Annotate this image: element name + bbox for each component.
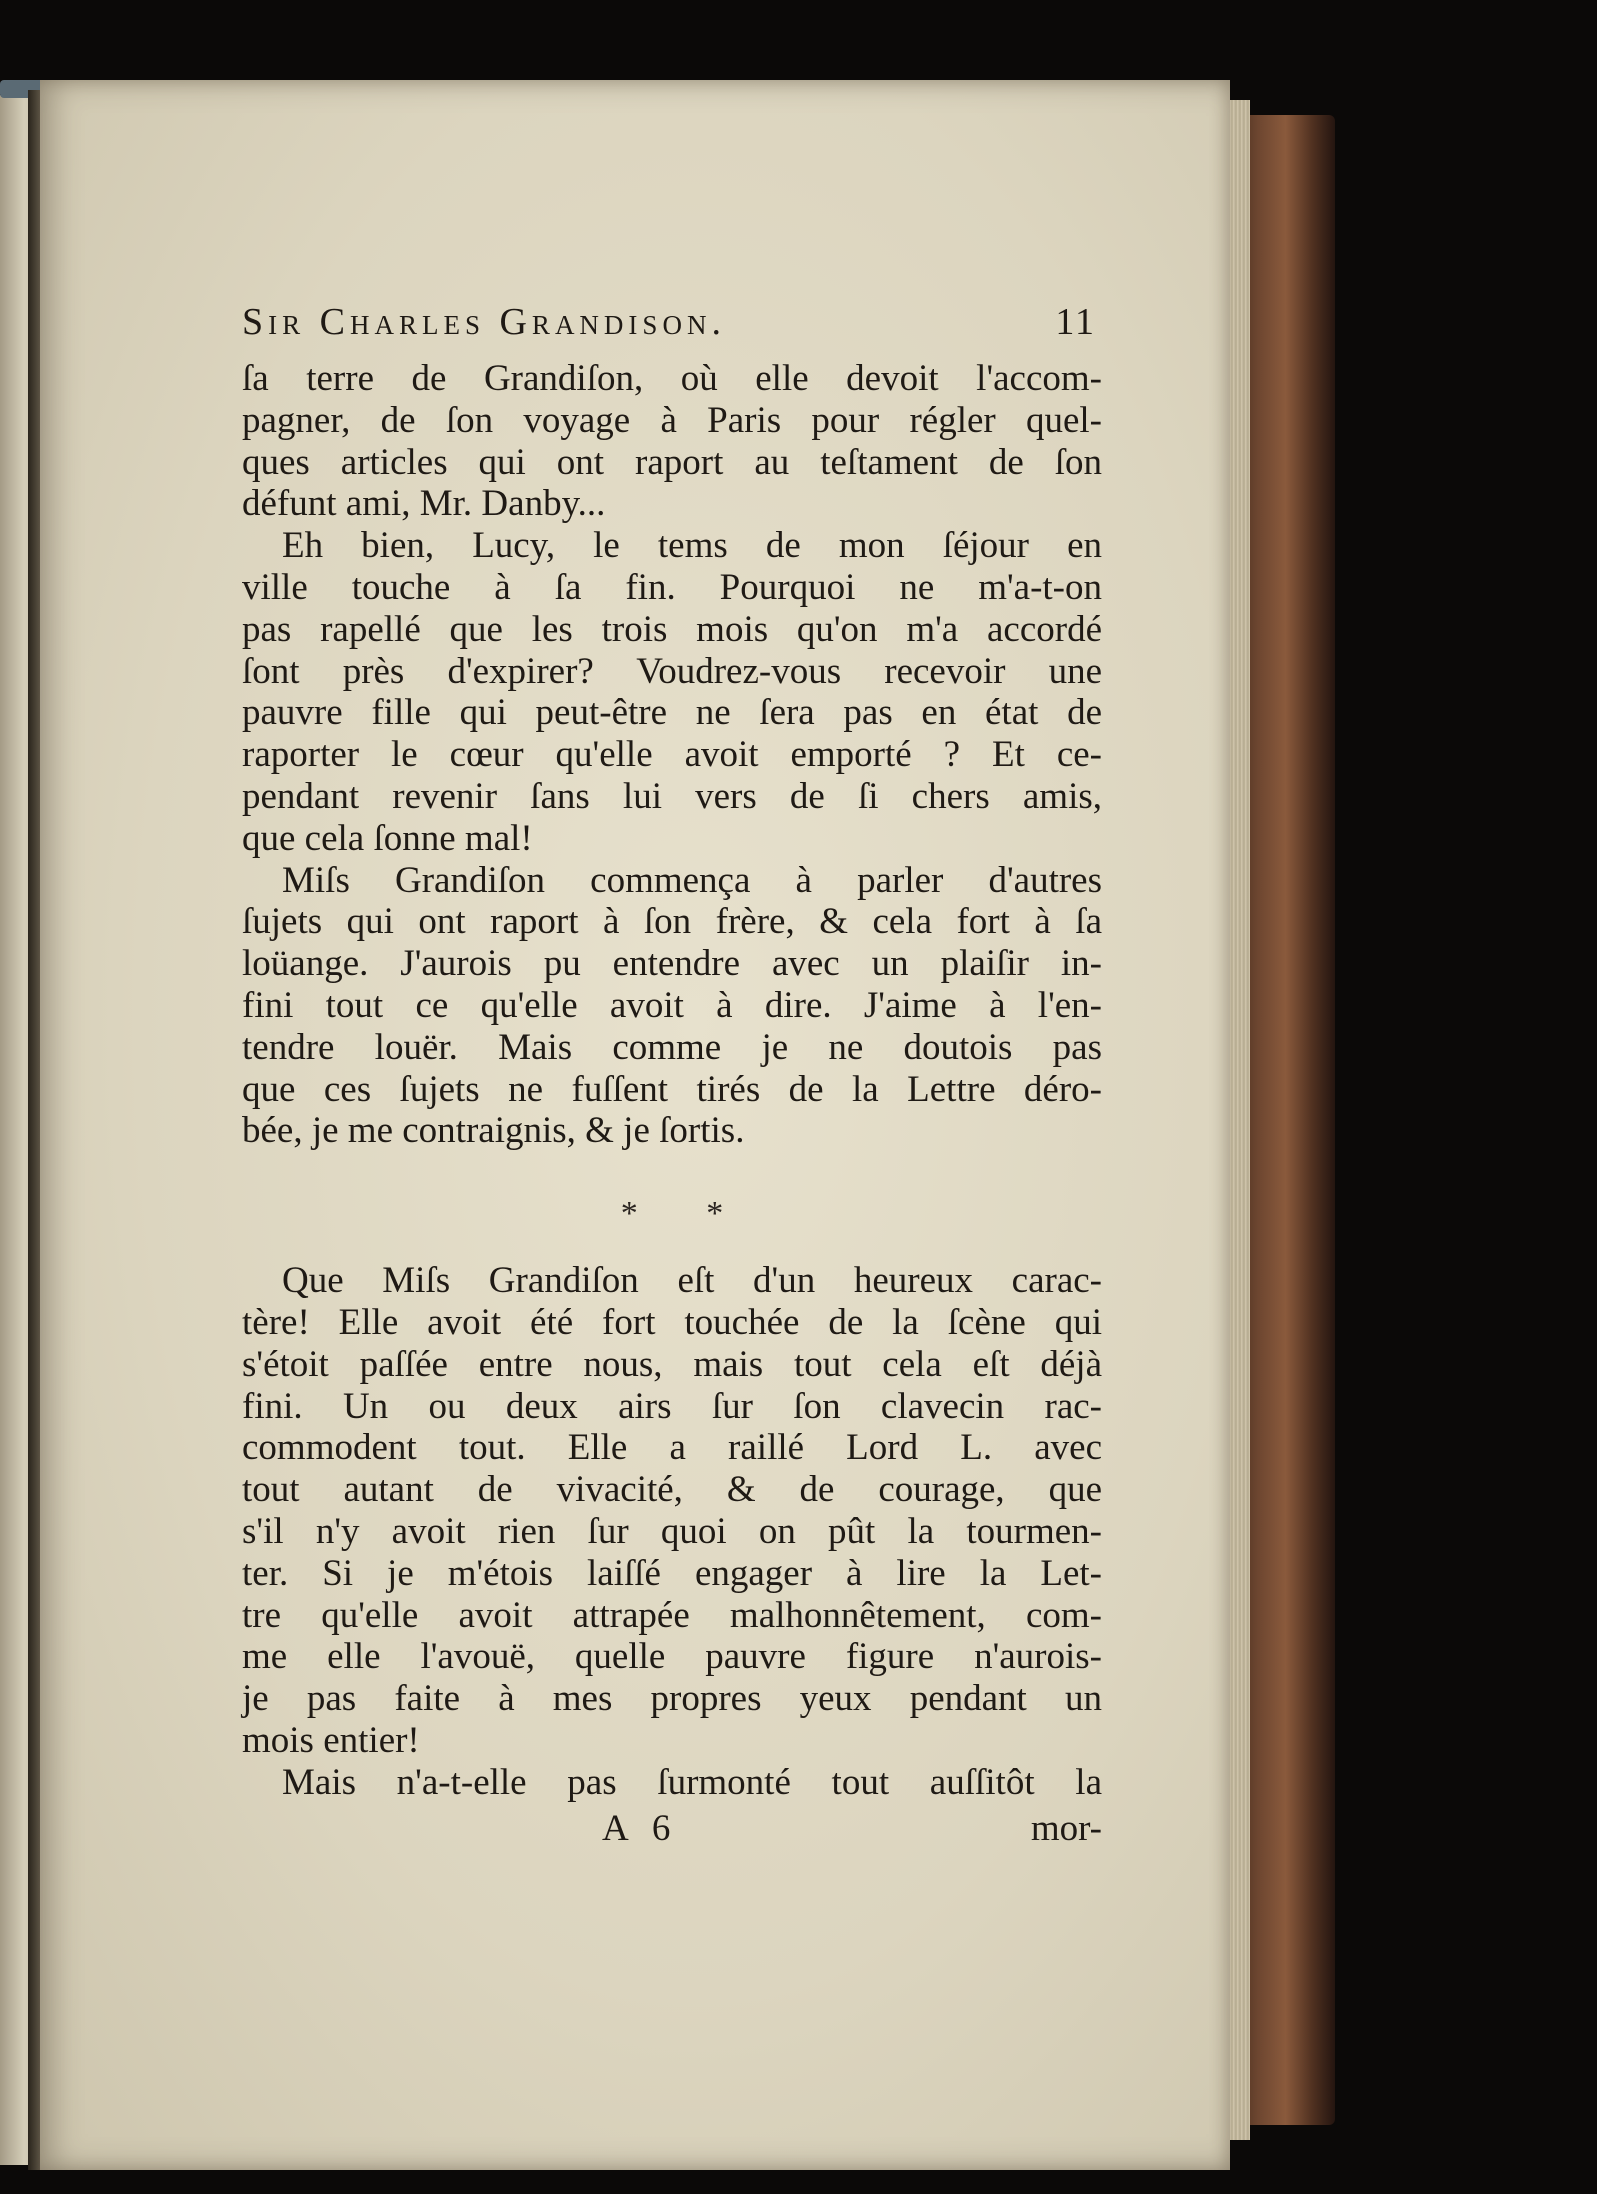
text-line: bée, je me contraignis, & je ſortis. bbox=[242, 1110, 745, 1152]
paragraph-4 bbox=[242, 1260, 1102, 1762]
text-line: Que Miſs Grandiſon eſt d'un heureux carac- bbox=[282, 1260, 1102, 1302]
text-line: ter. Si je m'étois laiſſé engager à lire la Let- bbox=[242, 1552, 1102, 1594]
text-line: ſont près d'expirer? Voudrez-vous recevoir une bbox=[242, 650, 1102, 692]
paragraph-5 bbox=[242, 1762, 1102, 1804]
section-break-ornament: * * bbox=[620, 1195, 754, 1233]
text-line: défunt ami, Mr. Danby... bbox=[242, 483, 606, 525]
text-line: fini tout ce qu'elle avoit à dire. J'aime à l'en- bbox=[242, 984, 1102, 1026]
text-line: pas rapellé que les trois mois qu'on m'a accordé bbox=[242, 608, 1102, 650]
page-footer bbox=[242, 1806, 1102, 1851]
text-line: s'il n'y avoit rien ſur quoi on pût la tourmen- bbox=[242, 1510, 1102, 1552]
text-line: je pas faite à mes propres yeux pendant un bbox=[242, 1678, 1102, 1720]
paragraph-1 bbox=[242, 358, 1102, 525]
text-line: tère! Elle avoit été fort touchée de la ſcène qui bbox=[242, 1301, 1102, 1343]
paragraph-3 bbox=[242, 860, 1102, 1153]
text-line: tendre louër. Mais comme je ne doutois pas bbox=[242, 1026, 1102, 1068]
text-line: s'étoit paſſée entre nous, mais tout cela eſt déjà bbox=[242, 1343, 1102, 1385]
running-head-title: Sir Charles Grandison. bbox=[242, 301, 726, 343]
text-line: tout autant de vivacité, & de courage, que bbox=[242, 1469, 1102, 1511]
text-line: raporter le cœur qu'elle avoit emporté ? Et ce- bbox=[242, 734, 1102, 776]
text-line: fini. Un ou deux airs ſur ſon clavecin rac- bbox=[242, 1385, 1102, 1427]
text-line: loüange. J'aurois pu entendre avec un plaiſir in- bbox=[242, 943, 1102, 985]
text-line: Mais n'a-t-elle pas ſurmonté tout auſſitôt la bbox=[282, 1761, 1102, 1803]
page-number: 11 bbox=[1055, 301, 1096, 343]
text-line: Eh bien, Lucy, le tems de mon ſéjour en bbox=[282, 525, 1102, 567]
catchword: mor- bbox=[1030, 1807, 1102, 1849]
text-line: pagner, de ſon voyage à Paris pour régler quel- bbox=[242, 399, 1102, 441]
text-line: Miſs Grandiſon commença à parler d'autres bbox=[282, 859, 1102, 901]
paragraph-2 bbox=[242, 525, 1102, 859]
text-line: commodent tout. Elle a raillé Lord L. avec bbox=[242, 1427, 1102, 1469]
text-line: que ces ſujets ne fuſſent tirés de la Lettre déro- bbox=[242, 1068, 1102, 1110]
text-line: ſujets qui ont raport à ſon frère, & cela fort à ſa bbox=[242, 901, 1102, 943]
text-line: pauvre fille qui peut-être ne ſera pas en état de bbox=[242, 692, 1102, 734]
spacer bbox=[242, 1152, 1102, 1168]
text-line: pendant revenir ſans lui vers de ſi chers amis, bbox=[242, 775, 1102, 817]
text-line: mois entier! bbox=[242, 1719, 420, 1761]
text-line: tre qu'elle avoit attrapée malhonnêtement, com- bbox=[242, 1594, 1102, 1636]
signature-mark: A 6 bbox=[602, 1807, 679, 1849]
running-head bbox=[242, 300, 1102, 358]
text-line: ville touche à ſa fin. Pourquoi ne m'a-t-on bbox=[242, 566, 1102, 608]
text-line: ſa terre de Grandiſon, où elle devoit l'accom- bbox=[242, 358, 1102, 399]
text-line: ques articles qui ont raport au teſtament de ſon bbox=[242, 441, 1102, 483]
text-line: que cela ſonne mal! bbox=[242, 817, 533, 859]
text-block bbox=[242, 300, 1102, 1851]
book-page bbox=[40, 80, 1230, 2170]
text-line: me elle l'avouë, quelle pauvre figure n'aurois- bbox=[242, 1636, 1102, 1678]
